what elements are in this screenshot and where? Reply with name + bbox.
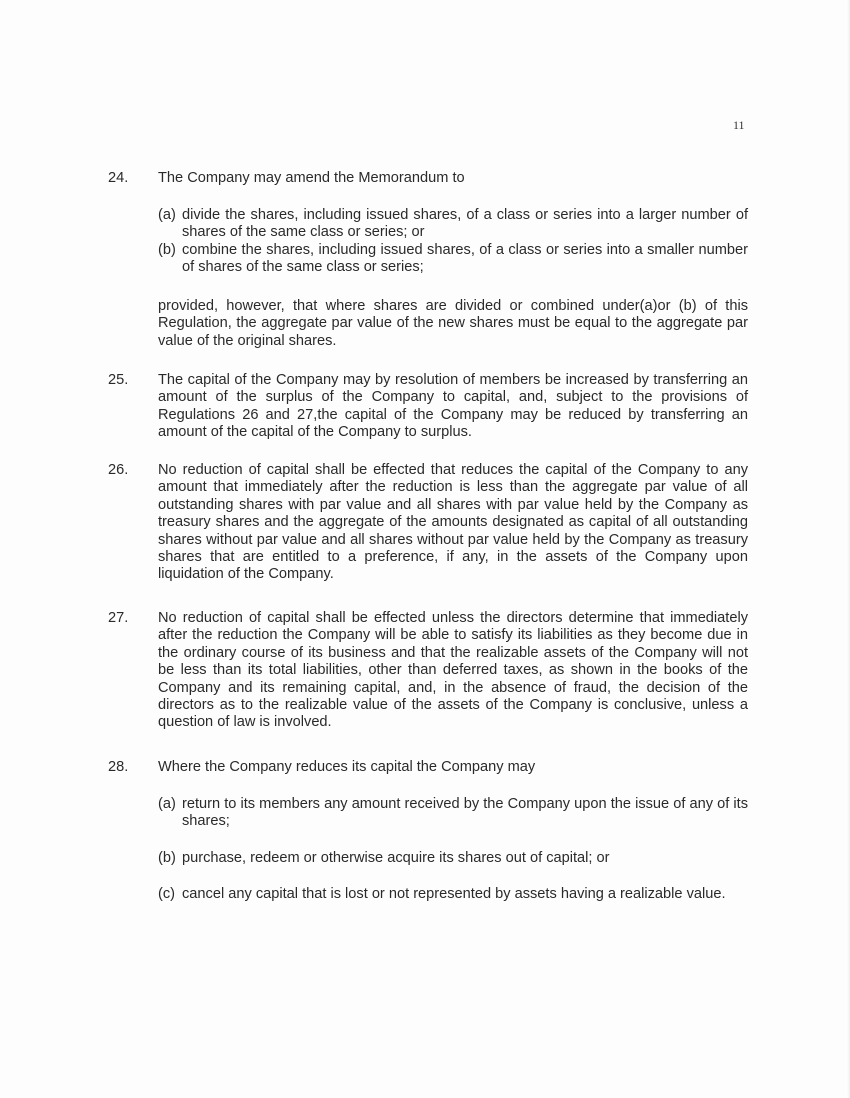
regulation-28-item-b [158,850,748,867]
regulation-number: 24. [108,170,129,186]
regulation-28 [108,759,748,776]
item-label: (a) [158,207,176,223]
regulation-number: 26. [108,462,129,478]
item-text: purchase, redeem or otherwise acquire its shares out of capital; or [182,850,610,866]
regulation-24-proviso: provided, however, that where shares are divided or combined under(a)or (b) of this Regulation, the aggregate par value of the new shares must be equal to the aggregate par value of the original shares. [158,298,748,349]
regulation-28-item-c [158,886,748,903]
item-text: combine the shares, including issued shares, of a class or series into a smaller number of shares of the same class or series; [182,242,748,276]
regulation-24-item-b [158,242,748,277]
regulation-text: The Company may amend the Memorandum to [158,170,465,186]
item-label: (b) [158,242,176,258]
regulation-number: 27. [108,610,129,626]
regulation-text: No reduction of capital shall be effected that reduces the capital of the Company to any amount that immediately after the reduction is less than the aggregate par value of all outstanding shares with par value and all shares with par value held by the Company as treasury shares and the aggregate of the amounts designated as capital of all outstanding shares without par value and all shares without par value held by the Company as treasury shares that are entitled to a preference, if any, in the assets of the Company upon liquidation of the Company. [158,462,748,583]
regulation-27 [108,610,748,732]
regulation-24 [108,170,748,187]
regulation-28-item-a [158,796,748,831]
regulation-25 [108,372,748,442]
regulation-number: 25. [108,372,129,388]
regulation-text: Where the Company reduces its capital the Company may [158,759,536,775]
item-label: (b) [158,850,176,866]
item-text: return to its members any amount received by the Company upon the issue of any of its shares; [182,796,748,830]
item-label: (a) [158,796,176,812]
page-number: 11 [733,118,745,132]
regulation-26 [108,462,748,584]
regulation-24-item-a [158,207,748,242]
item-text: cancel any capital that is lost or not represented by assets having a realizable value. [182,886,726,902]
regulation-number: 28. [108,759,129,775]
item-label: (c) [158,886,176,902]
regulation-text: The capital of the Company may by resolution of members be increased by transferring an amount of the surplus of the Company to capital, and, subject to the provisions of Regulations 26 and 27,the capital of the Company may be reduced by transferring an amount of the capital of the Company to surplus. [158,372,748,441]
item-text: divide the shares, including issued shares, of a class or series into a larger number of shares of the same class or series; or [182,207,748,241]
regulation-text: No reduction of capital shall be effected unless the directors determine that immediately after the reduction the Company will be able to satisfy its liabilities as they become due in the ordinary course of its business and that the realizable assets of the Company will not be less than its total liabilities, other than deferred taxes, as shown in the books of the Company and its remaining capital, and, in the absence of fraud, the decision of the directors as to the realizable value of the assets of the Company is conclusive, unless a question of law is involved. [158,610,748,731]
